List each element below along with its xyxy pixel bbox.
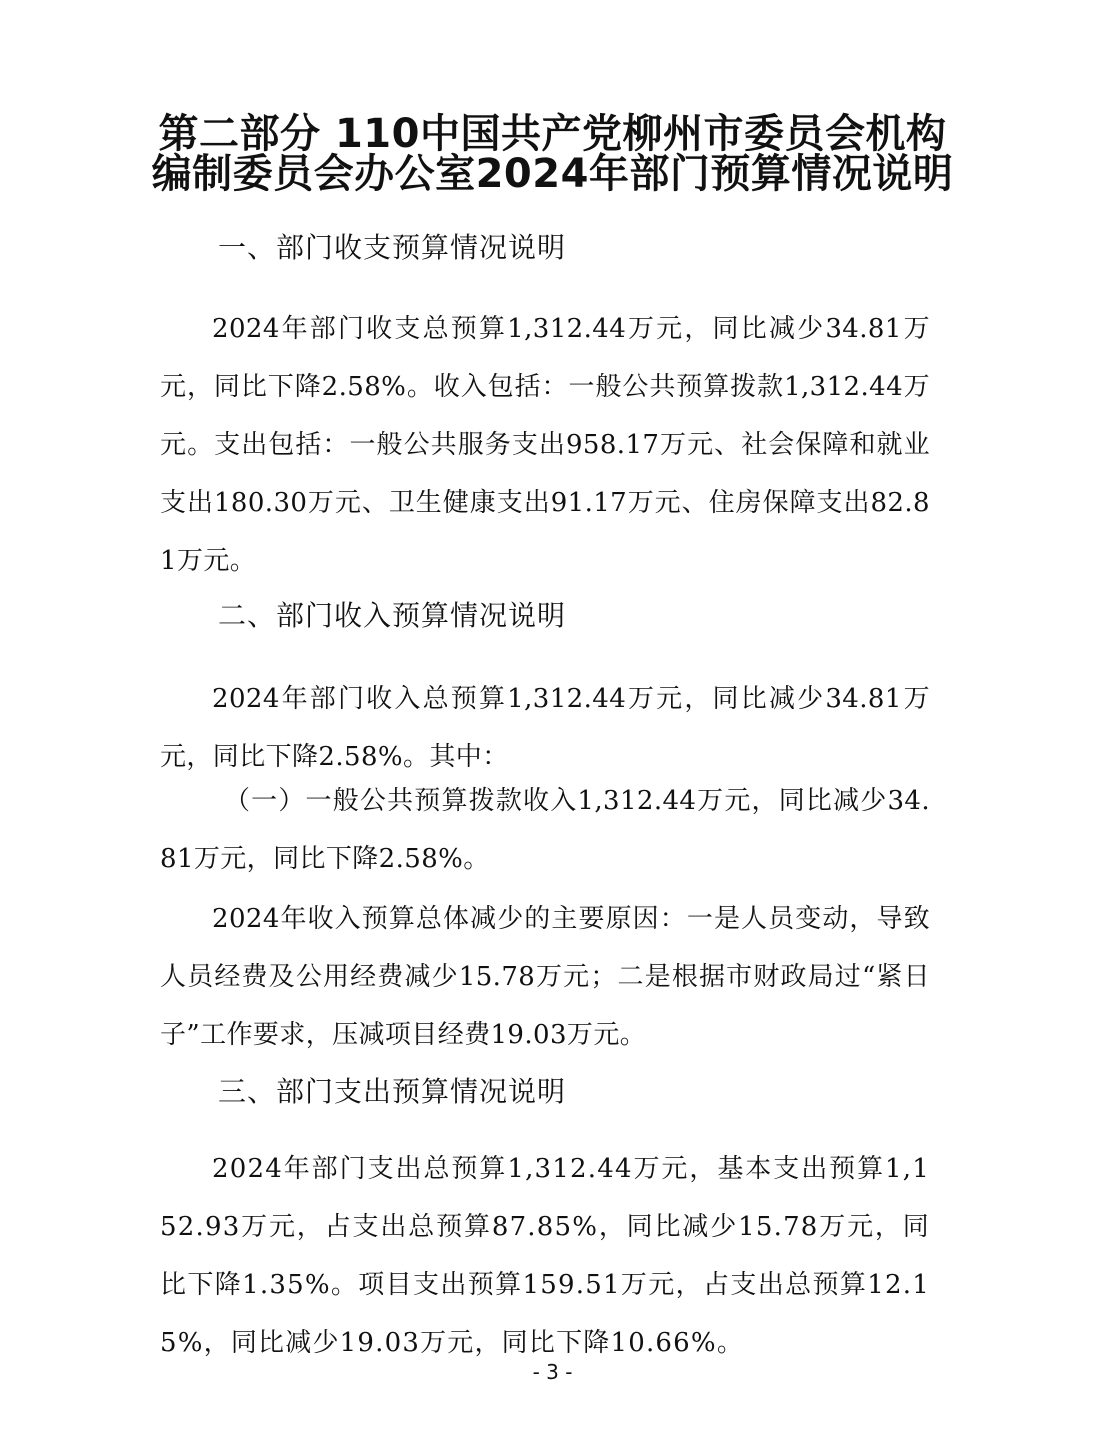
section-1-paragraph: 2024年部门收支总预算1,312.44万元，同比减少34.81万元，同比下降2.58%。收入包括：一般公共预算拨款1,312.44万元。支出包括：一般公共服务支出958.17万元、社会保障和就业支出180.30万元、卫生健康支出91.17万元、住房保障支出82.81万元。 (160, 314, 930, 576)
section-heading-income-expense: 一、部门收支预算情况说明 (218, 231, 567, 264)
section-2-paragraph-1: 2024年部门收入总预算1,312.44万元，同比减少34.81万元，同比下降2.58%。其中： (160, 684, 930, 772)
page-number: - 3 - (532, 1360, 573, 1384)
section-heading-income: 二、部门收入预算情况说明 (218, 599, 567, 632)
document-title-line-1: 第二部分 110中国共产党柳州市委员会机构 (158, 111, 947, 157)
document-title-line-2: 编制委员会办公室2024年部门预算情况说明 (151, 151, 954, 197)
section-2-paragraph-2: （一）一般公共预算拨款收入1,312.44万元，同比减少34.81万元，同比下降2.58%。 (160, 786, 930, 874)
section-heading-expense: 三、部门支出预算情况说明 (218, 1075, 567, 1108)
section-2-paragraph-3: 2024年收入预算总体减少的主要原因：一是人员变动，导致人员经费及公用经费减少15.78万元；二是根据市财政局过“紧日子”工作要求，压减项目经费19.03万元。 (160, 904, 930, 1050)
section-3-paragraph: 2024年部门支出总预算1,312.44万元，基本支出预算1,152.93万元，占支出总预算87.85%，同比减少15.78万元，同比下降1.35%。项目支出预算159.51万元，占支出总预算12.15%，同比减少19.03万元，同比下降10.66%。 (160, 1154, 930, 1358)
